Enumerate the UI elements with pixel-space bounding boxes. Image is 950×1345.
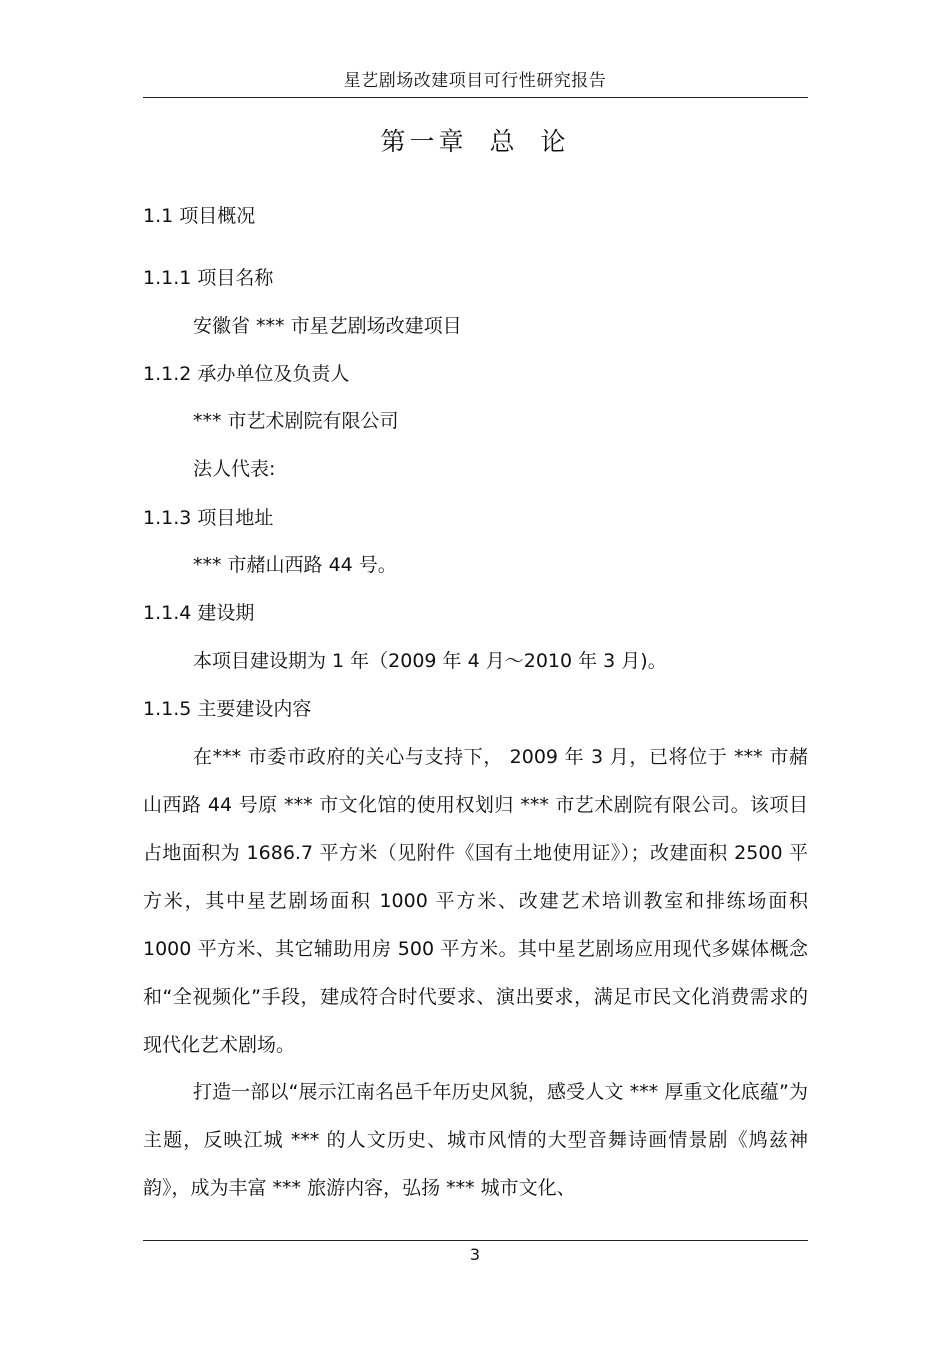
construction-content-paragraph-2: 打造一部以“展示江南名邑千年历史风貌，感受人文 *** 厚重文化底蕴”为主题，反映江城 *** 的人文历史、城市风情的大型音舞诗画情景剧《鸠兹神韵》，成为丰富 *** 旅游内容，弘扬 *** 城市文化、 xyxy=(143,1081,808,1199)
chapter-title: 第一章 总 论 xyxy=(380,127,570,156)
section-heading-1-1-5: 1.1.5 主要建设内容 xyxy=(143,698,312,720)
header-divider xyxy=(143,97,808,98)
running-header-title: 星艺剧场改建项目可行性研究报告 xyxy=(343,71,607,91)
section-heading-1-1-2: 1.1.2 承办单位及负责人 xyxy=(143,363,350,385)
construction-content-paragraph-1: 在*** 市委市政府的关心与支持下， 2009 年 3 月，已将位于 *** 市赭山西路 44 号原 *** 市文化馆的使用权划归 *** 市艺术剧院有限公司。该项目占地面积为 1686.7 平方米（见附件《国有土地使用证》）；改建面积 2500 平方米，其中星艺剧场面积 1000 平方米、改建艺术培训教室和排练场面积 1000 平方米、其它辅助用房 500 平方米。其中星艺剧场应用现代多媒体概念和“全视频化”手段，建成符合时代要求、演出要求，满足市民文化消费需求的现代化艺术剧场。 xyxy=(143,746,808,1056)
section-heading-1-1-4: 1.1.4 建设期 xyxy=(143,602,255,624)
organizer-text: *** 市艺术剧院有限公司 xyxy=(193,410,399,432)
section-heading-1-1-3: 1.1.3 项目地址 xyxy=(143,507,274,529)
construction-period-text: 本项目建设期为 1 年（2009 年 4 月～2010 年 3 月)。 xyxy=(193,650,667,672)
footer-divider xyxy=(143,1240,808,1241)
section-heading-1-1: 1.1 项目概况 xyxy=(143,205,256,227)
legal-representative-text: 法人代表: xyxy=(193,458,276,480)
page-number: 3 xyxy=(469,1245,481,1264)
project-name-text: 安徽省 *** 市星艺剧场改建项目 xyxy=(193,315,462,337)
section-heading-1-1-1: 1.1.1 项目名称 xyxy=(143,267,274,289)
project-address-text: *** 市赭山西路 44 号。 xyxy=(193,554,397,576)
